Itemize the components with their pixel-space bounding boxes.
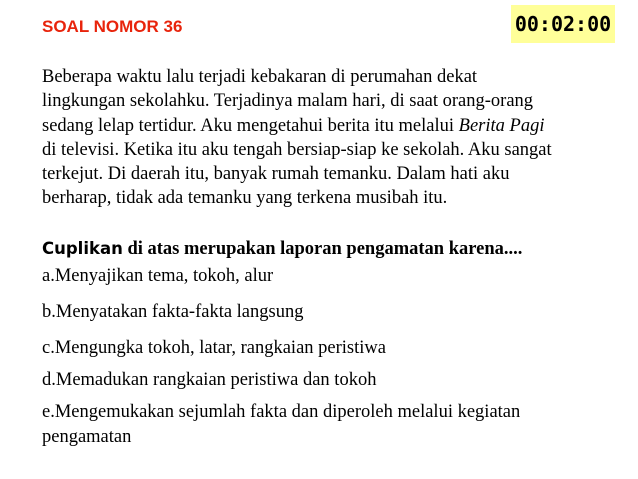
passage-line: di televisi. Ketika itu aku tengah bersiap-siap ke sekolah. Aku sangat <box>42 139 552 160</box>
answer-option-e-line: pengamatan <box>42 426 132 447</box>
answer-option-b[interactable]: b.Menyatakan fakta-fakta langsung <box>42 302 304 322</box>
countdown-timer: 00:02:00 <box>511 5 615 43</box>
answer-option-e-line: e.Mengemukakan sejumlah fakta dan diperoleh melalui kegiatan <box>42 402 521 422</box>
passage-line: Beberapa waktu lalu terjadi kebakaran di perumahan dekat <box>42 67 478 87</box>
question-text: di atas merupakan laporan pengamatan karena.... <box>122 239 523 259</box>
answer-option-a[interactable]: a.Menyajikan tema, tokoh, alur <box>42 266 274 286</box>
question-number-title: SOAL NOMOR 36 <box>42 17 183 36</box>
passage-line: lingkungan sekolahku. Terjadinya malam hari, di saat orang-orang <box>42 91 534 112</box>
question-lead-word: Cuplikan <box>42 239 123 258</box>
reading-passage <box>42 65 632 211</box>
passage-line <box>42 114 632 138</box>
answer-option-c[interactable]: c.Mengungka tokoh, latar, rangkaian peristiwa <box>42 338 386 358</box>
answer-option-d[interactable]: d.Memadukan rangkaian peristiwa dan tokoh <box>42 370 377 390</box>
passage-line: berharap, tidak ada temanku yang terkena musibah itu. <box>42 188 448 209</box>
passage-line: terkejut. Di daerah itu, banyak rumah temanku. Dalam hati aku <box>42 164 510 185</box>
passage-text: sedang lelap tertidur. Aku mengetahui berita itu melalui <box>42 115 459 136</box>
answer-option-e[interactable] <box>42 400 632 449</box>
question-prompt <box>42 237 522 261</box>
passage-italic-source: Berita Pagi <box>458 115 545 136</box>
